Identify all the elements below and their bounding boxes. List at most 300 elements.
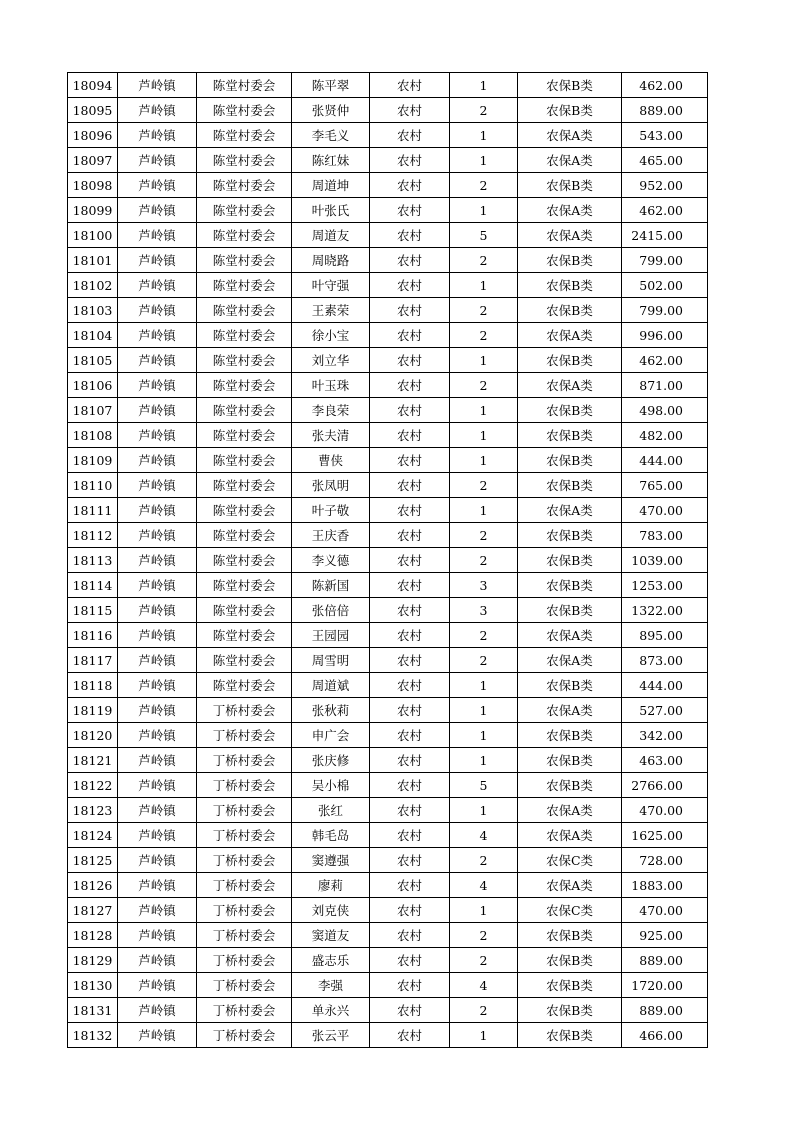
household-type-cell: 农村: [370, 623, 450, 648]
household-type-cell: 农村: [370, 273, 450, 298]
amount-cell: 462.00: [622, 348, 708, 373]
amount-cell: 895.00: [622, 623, 708, 648]
household-type-cell: 农村: [370, 848, 450, 873]
persons-cell: 1: [450, 1023, 518, 1048]
village-committee-cell: 丁桥村委会: [197, 998, 292, 1023]
persons-cell: 4: [450, 973, 518, 998]
insurance-class-cell: 农保B类: [518, 173, 622, 198]
insurance-class-cell: 农保B类: [518, 398, 622, 423]
town-cell: 芦岭镇: [118, 773, 197, 798]
table-row: [68, 373, 708, 398]
name-cell: 刘克侠: [292, 898, 370, 923]
record-id-cell: 18123: [68, 798, 118, 823]
insurance-class-cell: 农保B类: [518, 448, 622, 473]
amount-cell: 873.00: [622, 648, 708, 673]
record-id-cell: 18107: [68, 398, 118, 423]
town-cell: 芦岭镇: [118, 223, 197, 248]
village-committee-cell: 陈堂村委会: [197, 548, 292, 573]
name-cell: 张贤仲: [292, 98, 370, 123]
record-id-cell: 18096: [68, 123, 118, 148]
household-type-cell: 农村: [370, 348, 450, 373]
insurance-class-cell: 农保A类: [518, 123, 622, 148]
name-cell: 王庆香: [292, 523, 370, 548]
name-cell: 韩毛岛: [292, 823, 370, 848]
insurance-class-cell: 农保B类: [518, 273, 622, 298]
amount-cell: 444.00: [622, 448, 708, 473]
village-committee-cell: 陈堂村委会: [197, 198, 292, 223]
record-id-cell: 18112: [68, 523, 118, 548]
town-cell: 芦岭镇: [118, 723, 197, 748]
amount-cell: 2766.00: [622, 773, 708, 798]
village-committee-cell: 陈堂村委会: [197, 673, 292, 698]
amount-cell: 342.00: [622, 723, 708, 748]
town-cell: 芦岭镇: [118, 973, 197, 998]
insurance-class-cell: 农保B类: [518, 923, 622, 948]
persons-cell: 1: [450, 898, 518, 923]
record-id-cell: 18106: [68, 373, 118, 398]
town-cell: 芦岭镇: [118, 473, 197, 498]
household-type-cell: 农村: [370, 323, 450, 348]
town-cell: 芦岭镇: [118, 273, 197, 298]
name-cell: 刘立华: [292, 348, 370, 373]
record-id-cell: 18105: [68, 348, 118, 373]
table-row: [68, 323, 708, 348]
village-committee-cell: 陈堂村委会: [197, 448, 292, 473]
village-committee-cell: 陈堂村委会: [197, 298, 292, 323]
persons-cell: 1: [450, 748, 518, 773]
household-type-cell: 农村: [370, 998, 450, 1023]
record-id-cell: 18104: [68, 323, 118, 348]
amount-cell: 952.00: [622, 173, 708, 198]
insurance-class-cell: 农保B类: [518, 998, 622, 1023]
insurance-class-cell: 农保B类: [518, 298, 622, 323]
village-committee-cell: 陈堂村委会: [197, 123, 292, 148]
record-id-cell: 18094: [68, 73, 118, 98]
records-table-body: [68, 73, 708, 1048]
table-row: [68, 948, 708, 973]
household-type-cell: 农村: [370, 498, 450, 523]
village-committee-cell: 陈堂村委会: [197, 473, 292, 498]
household-type-cell: 农村: [370, 923, 450, 948]
table-row: [68, 648, 708, 673]
record-id-cell: 18110: [68, 473, 118, 498]
insurance-class-cell: 农保A类: [518, 323, 622, 348]
table-row: [68, 248, 708, 273]
table-row: [68, 848, 708, 873]
town-cell: 芦岭镇: [118, 373, 197, 398]
insurance-class-cell: 农保B类: [518, 748, 622, 773]
insurance-class-cell: 农保C类: [518, 848, 622, 873]
town-cell: 芦岭镇: [118, 73, 197, 98]
household-type-cell: 农村: [370, 173, 450, 198]
amount-cell: 470.00: [622, 798, 708, 823]
insurance-class-cell: 农保B类: [518, 348, 622, 373]
insurance-class-cell: 农保C类: [518, 898, 622, 923]
amount-cell: 466.00: [622, 1023, 708, 1048]
table-row: [68, 173, 708, 198]
persons-cell: 4: [450, 823, 518, 848]
village-committee-cell: 陈堂村委会: [197, 523, 292, 548]
household-type-cell: 农村: [370, 123, 450, 148]
record-id-cell: 18100: [68, 223, 118, 248]
town-cell: 芦岭镇: [118, 248, 197, 273]
table-row: [68, 723, 708, 748]
persons-cell: 2: [450, 948, 518, 973]
name-cell: 张庆修: [292, 748, 370, 773]
household-type-cell: 农村: [370, 948, 450, 973]
record-id-cell: 18132: [68, 1023, 118, 1048]
table-row: [68, 873, 708, 898]
insurance-class-cell: 农保B类: [518, 73, 622, 98]
town-cell: 芦岭镇: [118, 423, 197, 448]
village-committee-cell: 陈堂村委会: [197, 423, 292, 448]
table-row: [68, 823, 708, 848]
household-type-cell: 农村: [370, 598, 450, 623]
persons-cell: 1: [450, 448, 518, 473]
town-cell: 芦岭镇: [118, 173, 197, 198]
insurance-class-cell: 农保A类: [518, 148, 622, 173]
name-cell: 王素荣: [292, 298, 370, 323]
persons-cell: 1: [450, 273, 518, 298]
town-cell: 芦岭镇: [118, 573, 197, 598]
persons-cell: 2: [450, 323, 518, 348]
record-id-cell: 18098: [68, 173, 118, 198]
table-row: [68, 748, 708, 773]
village-committee-cell: 丁桥村委会: [197, 1023, 292, 1048]
village-committee-cell: 丁桥村委会: [197, 898, 292, 923]
name-cell: 廖莉: [292, 873, 370, 898]
household-type-cell: 农村: [370, 1023, 450, 1048]
record-id-cell: 18126: [68, 873, 118, 898]
record-id-cell: 18121: [68, 748, 118, 773]
amount-cell: 996.00: [622, 323, 708, 348]
persons-cell: 1: [450, 123, 518, 148]
record-id-cell: 18124: [68, 823, 118, 848]
town-cell: 芦岭镇: [118, 598, 197, 623]
record-id-cell: 18109: [68, 448, 118, 473]
persons-cell: 5: [450, 773, 518, 798]
amount-cell: 470.00: [622, 498, 708, 523]
table-row: [68, 673, 708, 698]
village-committee-cell: 陈堂村委会: [197, 373, 292, 398]
household-type-cell: 农村: [370, 423, 450, 448]
table-row: [68, 423, 708, 448]
record-id-cell: 18117: [68, 648, 118, 673]
table-row: [68, 623, 708, 648]
persons-cell: 1: [450, 423, 518, 448]
name-cell: 张红: [292, 798, 370, 823]
name-cell: 盛志乐: [292, 948, 370, 973]
village-committee-cell: 陈堂村委会: [197, 273, 292, 298]
name-cell: 陈新国: [292, 573, 370, 598]
insurance-class-cell: 农保A类: [518, 498, 622, 523]
town-cell: 芦岭镇: [118, 198, 197, 223]
name-cell: 张凤明: [292, 473, 370, 498]
household-type-cell: 农村: [370, 773, 450, 798]
persons-cell: 5: [450, 223, 518, 248]
name-cell: 张秋莉: [292, 698, 370, 723]
record-id-cell: 18119: [68, 698, 118, 723]
name-cell: 李强: [292, 973, 370, 998]
household-type-cell: 农村: [370, 823, 450, 848]
record-id-cell: 18099: [68, 198, 118, 223]
amount-cell: 462.00: [622, 73, 708, 98]
table-row: [68, 223, 708, 248]
record-id-cell: 18127: [68, 898, 118, 923]
table-row: [68, 773, 708, 798]
village-committee-cell: 陈堂村委会: [197, 148, 292, 173]
persons-cell: 4: [450, 873, 518, 898]
insurance-class-cell: 农保A类: [518, 698, 622, 723]
town-cell: 芦岭镇: [118, 448, 197, 473]
record-id-cell: 18122: [68, 773, 118, 798]
record-id-cell: 18118: [68, 673, 118, 698]
amount-cell: 889.00: [622, 948, 708, 973]
insurance-class-cell: 农保A类: [518, 373, 622, 398]
village-committee-cell: 丁桥村委会: [197, 948, 292, 973]
persons-cell: 1: [450, 348, 518, 373]
town-cell: 芦岭镇: [118, 898, 197, 923]
name-cell: 张倍倍: [292, 598, 370, 623]
village-committee-cell: 丁桥村委会: [197, 748, 292, 773]
household-type-cell: 农村: [370, 248, 450, 273]
table-row: [68, 573, 708, 598]
amount-cell: 1322.00: [622, 598, 708, 623]
persons-cell: 1: [450, 73, 518, 98]
name-cell: 窦道友: [292, 923, 370, 948]
household-type-cell: 农村: [370, 548, 450, 573]
persons-cell: 3: [450, 598, 518, 623]
amount-cell: 1883.00: [622, 873, 708, 898]
town-cell: 芦岭镇: [118, 823, 197, 848]
insurance-class-cell: 农保B类: [518, 248, 622, 273]
household-type-cell: 农村: [370, 723, 450, 748]
household-type-cell: 农村: [370, 673, 450, 698]
amount-cell: 482.00: [622, 423, 708, 448]
amount-cell: 2415.00: [622, 223, 708, 248]
town-cell: 芦岭镇: [118, 1023, 197, 1048]
village-committee-cell: 丁桥村委会: [197, 873, 292, 898]
table-row: [68, 798, 708, 823]
table-row: [68, 898, 708, 923]
table-row: [68, 1023, 708, 1048]
persons-cell: 3: [450, 573, 518, 598]
record-id-cell: 18114: [68, 573, 118, 598]
name-cell: 王园园: [292, 623, 370, 648]
persons-cell: 1: [450, 398, 518, 423]
town-cell: 芦岭镇: [118, 623, 197, 648]
table-row: [68, 473, 708, 498]
village-committee-cell: 丁桥村委会: [197, 823, 292, 848]
town-cell: 芦岭镇: [118, 298, 197, 323]
village-committee-cell: 丁桥村委会: [197, 698, 292, 723]
village-committee-cell: 陈堂村委会: [197, 323, 292, 348]
name-cell: 叶玉珠: [292, 373, 370, 398]
insurance-class-cell: 农保B类: [518, 423, 622, 448]
household-type-cell: 农村: [370, 698, 450, 723]
household-type-cell: 农村: [370, 573, 450, 598]
persons-cell: 2: [450, 523, 518, 548]
amount-cell: 465.00: [622, 148, 708, 173]
village-committee-cell: 丁桥村委会: [197, 773, 292, 798]
amount-cell: 925.00: [622, 923, 708, 948]
persons-cell: 2: [450, 248, 518, 273]
persons-cell: 2: [450, 923, 518, 948]
persons-cell: 2: [450, 298, 518, 323]
town-cell: 芦岭镇: [118, 848, 197, 873]
persons-cell: 2: [450, 473, 518, 498]
household-type-cell: 农村: [370, 198, 450, 223]
insurance-class-cell: 农保B类: [518, 98, 622, 123]
amount-cell: 1039.00: [622, 548, 708, 573]
name-cell: 周道斌: [292, 673, 370, 698]
village-committee-cell: 丁桥村委会: [197, 923, 292, 948]
record-id-cell: 18125: [68, 848, 118, 873]
household-type-cell: 农村: [370, 898, 450, 923]
insurance-class-cell: 农保A类: [518, 798, 622, 823]
amount-cell: 1720.00: [622, 973, 708, 998]
household-type-cell: 农村: [370, 523, 450, 548]
town-cell: 芦岭镇: [118, 323, 197, 348]
village-committee-cell: 陈堂村委会: [197, 98, 292, 123]
table-row: [68, 548, 708, 573]
town-cell: 芦岭镇: [118, 798, 197, 823]
table-row: [68, 298, 708, 323]
village-committee-cell: 丁桥村委会: [197, 723, 292, 748]
insurance-class-cell: 农保B类: [518, 548, 622, 573]
amount-cell: 1625.00: [622, 823, 708, 848]
household-type-cell: 农村: [370, 448, 450, 473]
insurance-class-cell: 农保B类: [518, 573, 622, 598]
village-committee-cell: 陈堂村委会: [197, 398, 292, 423]
persons-cell: 2: [450, 98, 518, 123]
record-id-cell: 18128: [68, 923, 118, 948]
village-committee-cell: 陈堂村委会: [197, 573, 292, 598]
name-cell: 曹侠: [292, 448, 370, 473]
name-cell: 叶张氏: [292, 198, 370, 223]
insurance-class-cell: 农保A类: [518, 648, 622, 673]
insurance-class-cell: 农保B类: [518, 948, 622, 973]
persons-cell: 1: [450, 698, 518, 723]
record-id-cell: 18097: [68, 148, 118, 173]
town-cell: 芦岭镇: [118, 348, 197, 373]
name-cell: 李毛义: [292, 123, 370, 148]
insurance-class-cell: 农保B类: [518, 1023, 622, 1048]
table-row: [68, 348, 708, 373]
record-id-cell: 18108: [68, 423, 118, 448]
table-row: [68, 698, 708, 723]
name-cell: 陈红妹: [292, 148, 370, 173]
village-committee-cell: 陈堂村委会: [197, 173, 292, 198]
persons-cell: 2: [450, 623, 518, 648]
amount-cell: 543.00: [622, 123, 708, 148]
town-cell: 芦岭镇: [118, 923, 197, 948]
record-id-cell: 18101: [68, 248, 118, 273]
table-row: [68, 148, 708, 173]
household-type-cell: 农村: [370, 73, 450, 98]
persons-cell: 2: [450, 848, 518, 873]
household-type-cell: 农村: [370, 223, 450, 248]
household-type-cell: 农村: [370, 873, 450, 898]
persons-cell: 2: [450, 998, 518, 1023]
table-row: [68, 498, 708, 523]
table-row: [68, 198, 708, 223]
table-row: [68, 273, 708, 298]
amount-cell: 470.00: [622, 898, 708, 923]
amount-cell: 1253.00: [622, 573, 708, 598]
persons-cell: 1: [450, 498, 518, 523]
town-cell: 芦岭镇: [118, 98, 197, 123]
name-cell: 叶子敬: [292, 498, 370, 523]
town-cell: 芦岭镇: [118, 398, 197, 423]
village-committee-cell: 丁桥村委会: [197, 973, 292, 998]
record-id-cell: 18120: [68, 723, 118, 748]
amount-cell: 765.00: [622, 473, 708, 498]
name-cell: 吴小棉: [292, 773, 370, 798]
insurance-class-cell: 农保A类: [518, 823, 622, 848]
amount-cell: 799.00: [622, 298, 708, 323]
persons-cell: 1: [450, 723, 518, 748]
town-cell: 芦岭镇: [118, 948, 197, 973]
village-committee-cell: 丁桥村委会: [197, 848, 292, 873]
table-row: [68, 398, 708, 423]
household-type-cell: 农村: [370, 98, 450, 123]
household-type-cell: 农村: [370, 148, 450, 173]
name-cell: 单永兴: [292, 998, 370, 1023]
persons-cell: 1: [450, 148, 518, 173]
household-type-cell: 农村: [370, 473, 450, 498]
village-committee-cell: 陈堂村委会: [197, 623, 292, 648]
record-id-cell: 18102: [68, 273, 118, 298]
persons-cell: 2: [450, 173, 518, 198]
insurance-class-cell: 农保A类: [518, 223, 622, 248]
household-type-cell: 农村: [370, 648, 450, 673]
table-row: [68, 598, 708, 623]
insurance-class-cell: 农保B类: [518, 773, 622, 798]
household-type-cell: 农村: [370, 298, 450, 323]
town-cell: 芦岭镇: [118, 523, 197, 548]
insurance-class-cell: 农保B类: [518, 473, 622, 498]
table-row: [68, 523, 708, 548]
town-cell: 芦岭镇: [118, 673, 197, 698]
record-id-cell: 18115: [68, 598, 118, 623]
village-committee-cell: 陈堂村委会: [197, 348, 292, 373]
amount-cell: 498.00: [622, 398, 708, 423]
village-committee-cell: 陈堂村委会: [197, 223, 292, 248]
name-cell: 叶守强: [292, 273, 370, 298]
table-row: [68, 998, 708, 1023]
name-cell: 周晓路: [292, 248, 370, 273]
table-row: [68, 973, 708, 998]
record-id-cell: 18095: [68, 98, 118, 123]
amount-cell: 502.00: [622, 273, 708, 298]
persons-cell: 2: [450, 548, 518, 573]
town-cell: 芦岭镇: [118, 748, 197, 773]
insurance-class-cell: 农保B类: [518, 973, 622, 998]
town-cell: 芦岭镇: [118, 548, 197, 573]
record-id-cell: 18130: [68, 973, 118, 998]
amount-cell: 444.00: [622, 673, 708, 698]
table-row: [68, 123, 708, 148]
town-cell: 芦岭镇: [118, 148, 197, 173]
name-cell: 申广会: [292, 723, 370, 748]
persons-cell: 1: [450, 673, 518, 698]
amount-cell: 462.00: [622, 198, 708, 223]
table-row: [68, 73, 708, 98]
record-id-cell: 18116: [68, 623, 118, 648]
town-cell: 芦岭镇: [118, 498, 197, 523]
insurance-class-cell: 农保A类: [518, 623, 622, 648]
